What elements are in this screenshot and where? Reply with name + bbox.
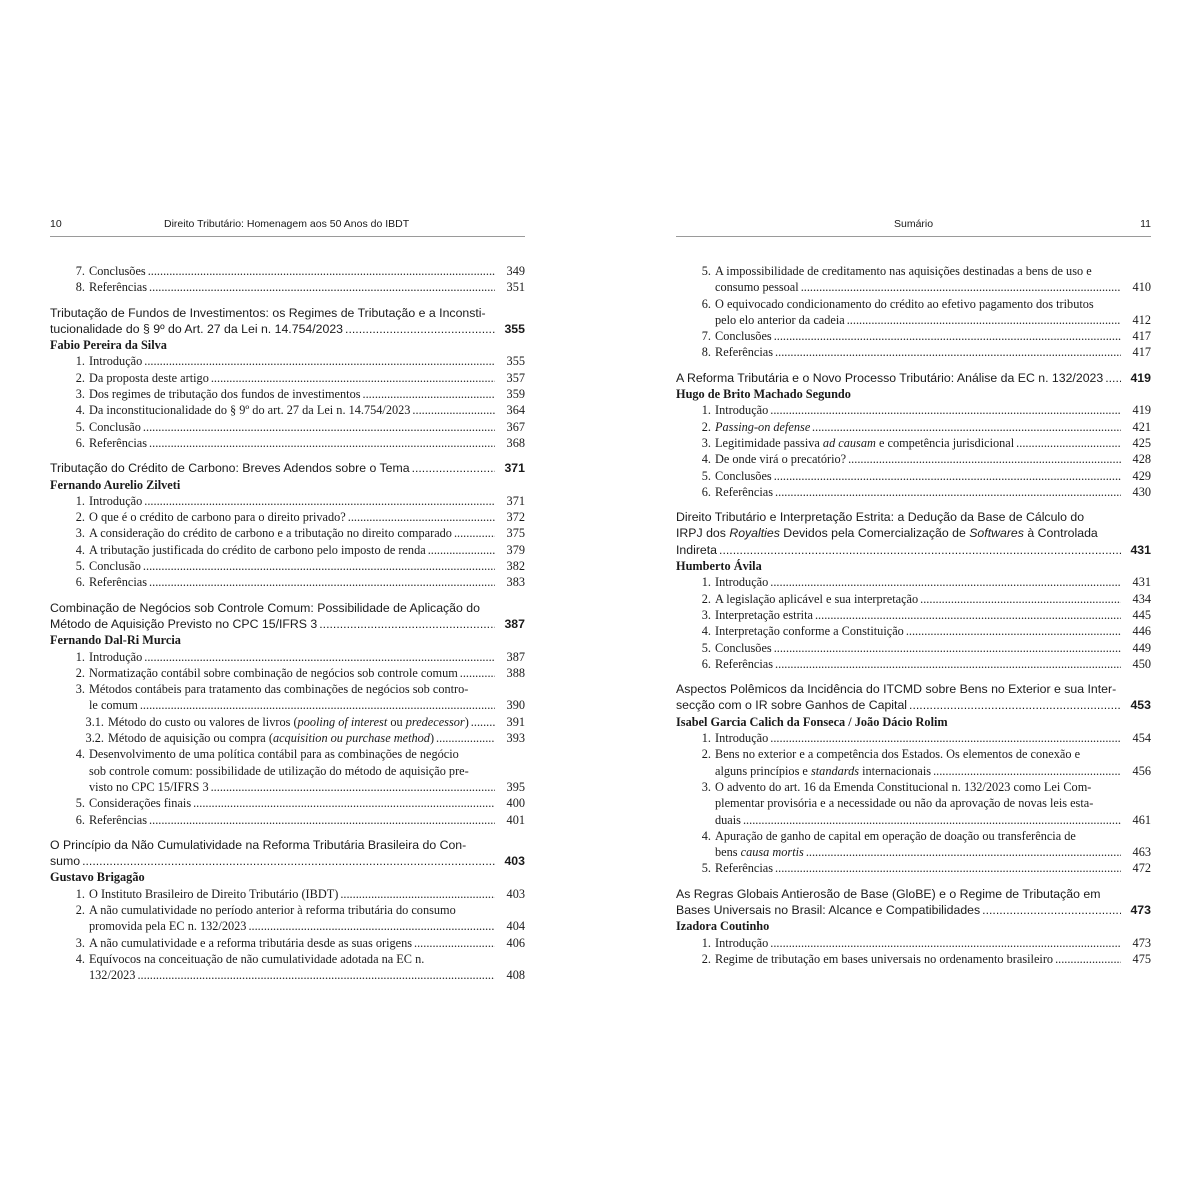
- toc-entry: 3. Dos regimes de tributação dos fundos de investimentos ..... 359: [50, 386, 525, 402]
- toc-entry: bens causa mortis ..... 463: [676, 844, 1151, 860]
- toc-entry: 1. Introdução ..... 431: [676, 574, 1151, 590]
- toc-entry: 6. Referências ..... 430: [676, 484, 1151, 500]
- toc-entry-line: 4. Equívocos na conceituação de não cumulatividade adotada na EC n.: [75, 951, 425, 966]
- right-page: [676, 0, 1151, 1200]
- toc-entry: 3. Legitimidade passiva ad causam e competência jurisdicional ..... 425: [676, 435, 1151, 451]
- left-page: [50, 0, 525, 1200]
- toc-entry: 3. A consideração do crédito de carbono e a tributação no direito comparado ..... 375: [50, 525, 525, 541]
- toc-entry: pelo elo anterior da cadeia ..... 412: [676, 312, 1151, 328]
- chapter-author: Gustavo Brigagão: [50, 870, 145, 885]
- toc-right: [676, 263, 1151, 976]
- toc-chapter: [676, 886, 1151, 967]
- chapter-author: Isabel Garcia Calich da Fonseca / João Dácio Rolim: [676, 714, 948, 729]
- toc-entry: 2. Regime de tributação em bases universais no ordenamento brasileiro ..... 475: [676, 951, 1151, 967]
- toc-entry: le comum ..... 390: [50, 697, 525, 713]
- chapter-title: tucionalidade do § 9º do Art. 27 da Lei n. 14.754/2023 ..... 355: [50, 321, 525, 337]
- toc-entry: 7. Conclusões ..... 349: [50, 263, 525, 279]
- toc-group: [676, 263, 1151, 361]
- right-page-header: [676, 218, 1151, 237]
- toc-entry: 3. Interpretação estrita ..... 445: [676, 607, 1151, 623]
- toc-entry: 8. Referências ..... 417: [676, 344, 1151, 360]
- toc-entry: 3. A não cumulatividade e a reforma tributária desde as suas origens ..... 406: [50, 935, 525, 951]
- toc-subentry: 3.2. Método de aquisição ou compra (acquisition ou purchase method) ..... 393: [50, 730, 525, 746]
- toc-entry: 2. A legislação aplicável e sua interpretação ..... 434: [676, 591, 1151, 607]
- chapter-author: Izadora Coutinho: [676, 919, 770, 934]
- chapter-author: Fernando Dal-Ri Murcia: [50, 633, 181, 648]
- running-head: Direito Tributário: Homenagem aos 50 Anos do IBDT: [164, 218, 410, 230]
- chapter-author: Fabio Pereira da Silva: [50, 338, 167, 353]
- toc-entry: 6. Referências ..... 368: [50, 435, 525, 451]
- chapter-title-line: IRPJ dos Royalties Devidos pela Comercialização de Softwares à Controlada: [676, 526, 1098, 541]
- toc-entry-line: 3. Métodos contábeis para tratamento das combinações de negócios sob contro-: [75, 682, 469, 697]
- chapter-title-line: O Princípio da Não Cumulatividade na Reforma Tributária Brasileira do Con-: [50, 837, 467, 852]
- toc-entry: 1. Introdução ..... 473: [676, 935, 1151, 951]
- toc-entry-line: 2. Bens no exterior e a competência dos Estados. Os elementos de conexão e: [701, 747, 1081, 762]
- chapter-title-line: As Regras Globais Antierosão de Base (GloBE) e o Regime de Tributação em: [676, 886, 1101, 901]
- chapter-title: sumo ..... 403: [50, 853, 525, 869]
- chapter-author: Humberto Ávila: [676, 559, 762, 574]
- toc-entry: 4. De onde virá o precatório? ..... 428: [676, 451, 1151, 467]
- toc-entry: 4. Da inconstitucionalidade do § 9º do art. 27 da Lei n. 14.754/2023 ..... 364: [50, 402, 525, 418]
- toc-subentry: 3.1. Método do custo ou valores de livros (pooling of interest ou predecessor) ..... 391: [50, 714, 525, 730]
- toc-entry: 8. Referências ..... 351: [50, 279, 525, 295]
- toc-entry: 5. Conclusão ..... 382: [50, 558, 525, 574]
- chapter-title: Método de Aquisição Previsto no CPC 15/IFRS 3 ..... 387: [50, 616, 525, 632]
- toc-chapter: [50, 837, 525, 984]
- running-head: Sumário: [894, 218, 934, 230]
- toc-chapter: [676, 681, 1151, 877]
- toc-entry: 1. Introdução ..... 419: [676, 402, 1151, 418]
- toc-entry: alguns princípios e standards internacionais ..... 456: [676, 763, 1151, 779]
- toc-chapter: [676, 370, 1151, 500]
- toc-group: [50, 263, 525, 296]
- toc-entry: visto no CPC 15/IFRS 3 ..... 395: [50, 779, 525, 795]
- toc-entry-line: 6. O equivocado condicionamento do crédito ao efetivo pagamento dos tributos: [701, 296, 1094, 311]
- toc-left: [50, 263, 525, 992]
- toc-entry-line: sob controle comum: possibilidade de utilização do método de aquisição pre-: [89, 763, 469, 778]
- chapter-title-line: Tributação de Fundos de Investimentos: os Regimes de Tributação e a Inconsti-: [50, 305, 486, 320]
- toc-entry: 1. O Instituto Brasileiro de Direito Tributário (IBDT) ..... 403: [50, 886, 525, 902]
- toc-entry: 2. Da proposta deste artigo ..... 357: [50, 370, 525, 386]
- toc-entry: 4. Interpretação conforme a Constituição ..... 446: [676, 623, 1151, 639]
- toc-entry: 5. Conclusões ..... 429: [676, 468, 1151, 484]
- page-number: 11: [1140, 218, 1151, 230]
- chapter-title: Tributação do Crédito de Carbono: Breves Adendos sobre o Tema ..... 371: [50, 460, 525, 476]
- toc-chapter: [676, 509, 1151, 672]
- toc-entry: consumo pessoal ..... 410: [676, 279, 1151, 295]
- toc-entry-line: 3. O advento do art. 16 da Emenda Constitucional n. 132/2023 como Lei Com-: [701, 779, 1092, 794]
- toc-entry: 5. Conclusão ..... 367: [50, 419, 525, 435]
- toc-entry: 4. A tributação justificada do crédito de carbono pelo imposto de renda ..... 379: [50, 542, 525, 558]
- toc-entry: 1. Introdução ..... 387: [50, 649, 525, 665]
- toc-chapter: [50, 305, 525, 452]
- toc-entry: 5. Referências ..... 472: [676, 860, 1151, 876]
- toc-entry: 5. Conclusões ..... 449: [676, 640, 1151, 656]
- toc-entry: 5. Considerações finais ..... 400: [50, 795, 525, 811]
- toc-entry: 1. Introdução ..... 371: [50, 493, 525, 509]
- toc-entry-line: 4. Apuração de ganho de capital em operação de doação ou transferência de: [701, 828, 1076, 843]
- chapter-author: Fernando Aurelio Zilveti: [50, 477, 181, 492]
- page-number: 10: [50, 218, 62, 230]
- chapter-title-line: Aspectos Polêmicos da Incidência do ITCMD sobre Bens no Exterior e sua Inter-: [676, 682, 1117, 697]
- toc-chapter: [50, 460, 525, 590]
- chapter-title: Indireta ..... 431: [676, 542, 1151, 558]
- chapter-title: A Reforma Tributária e o Novo Processo Tributário: Análise da EC n. 132/2023 ..... 419: [676, 370, 1151, 386]
- left-page-header: [50, 218, 525, 237]
- toc-entry: 6. Referências ..... 401: [50, 812, 525, 828]
- toc-entry: 132/2023 ..... 408: [50, 967, 525, 983]
- chapter-title: secção com o IR sobre Ganhos de Capital ..... 453: [676, 697, 1151, 713]
- toc-entry: promovida pela EC n. 132/2023 ..... 404: [50, 918, 525, 934]
- toc-entry-line: 5. A impossibilidade de creditamento nas aquisições destinadas a bens de uso e: [701, 264, 1092, 278]
- toc-entry: 2. Normatização contábil sobre combinação de negócios sob controle comum ..... 388: [50, 665, 525, 681]
- chapter-title: Bases Universais no Brasil: Alcance e Compatibilidades ..... 473: [676, 902, 1151, 918]
- toc-entry: 2. O que é o crédito de carbono para o direito privado? ..... 372: [50, 509, 525, 525]
- toc-entry: 6. Referências ..... 450: [676, 656, 1151, 672]
- toc-entry: 1. Introdução ..... 454: [676, 730, 1151, 746]
- toc-entry: 6. Referências ..... 383: [50, 574, 525, 590]
- toc-entry: 7. Conclusões ..... 417: [676, 328, 1151, 344]
- chapter-title-line: Direito Tributário e Interpretação Estrita: a Dedução da Base de Cálculo do: [676, 510, 1085, 525]
- chapter-title-line: Combinação de Negócios sob Controle Comum: Possibilidade de Aplicação do: [50, 600, 480, 615]
- toc-chapter: [50, 600, 525, 828]
- toc-entry: duais ..... 461: [676, 812, 1151, 828]
- toc-entry-line: plementar provisória e a necessidade ou não da aprovação de novas leis esta-: [715, 796, 1094, 811]
- toc-entry: 2. Passing-on defense ..... 421: [676, 419, 1151, 435]
- toc-entry: 1. Introdução ..... 355: [50, 353, 525, 369]
- toc-entry-line: 2. A não cumulatividade no período anterior à reforma tributária do consumo: [75, 902, 456, 917]
- chapter-author: Hugo de Brito Machado Segundo: [676, 387, 851, 402]
- toc-entry-line: 4. Desenvolvimento de uma política contábil para as combinações de negócio: [75, 747, 459, 762]
